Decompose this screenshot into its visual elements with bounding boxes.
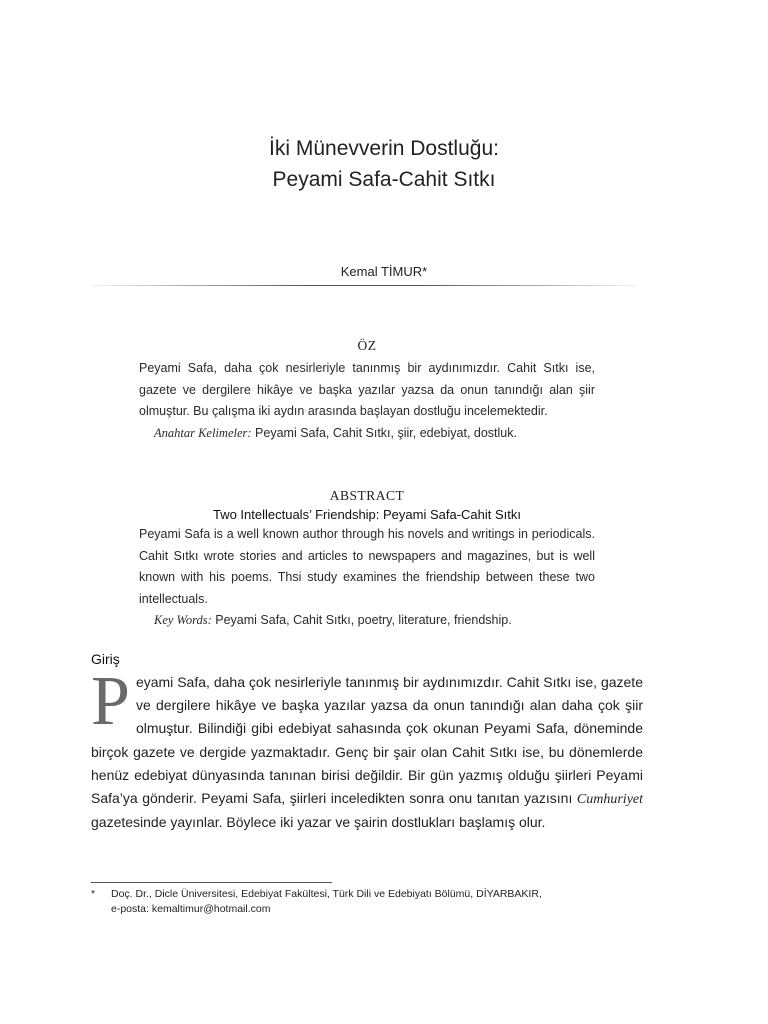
- intro-heading: Giriş: [91, 651, 120, 667]
- title-line-2: Peyami Safa-Cahit Sıtkı: [272, 168, 496, 191]
- intro-paragraph: [91, 663, 644, 834]
- newspaper-name: Cumhuriyet: [576, 792, 644, 808]
- title-line-1: İki Münevverin Dostluğu:: [269, 137, 499, 160]
- drop-cap: P: [91, 663, 130, 740]
- footnote-email: e-posta: kemaltimur@hotmail.com: [111, 903, 271, 915]
- abstract-text: Peyami Safa is a well known author through his novels and writings in periodicals. Cahit Sıtkı wrote stories and articles to newspapers and magazines, but is well known with his poems. Thsi study examines the friendship between these two intellectuals.: [139, 527, 595, 606]
- oz-text: Peyami Safa, daha çok nesirleriyle tanınmış bir aydınımızdır. Cahit Sıtkı ise, gazete ve dergilere hikâye ve başka yazılar yazsa da onun tanındığı alan şiir olmuştur. Bu çalışma iki aydın arasında başlayan dostluğu incelemektedir.: [139, 361, 595, 418]
- abstract-keywords-list: Peyami Safa, Cahit Sıtkı, poetry, literature, friendship.: [215, 613, 512, 627]
- oz-keywords: [139, 423, 595, 445]
- footnote-divider: [91, 882, 332, 883]
- author-divider: [92, 285, 636, 286]
- oz-keywords-label: Anahtar Kelimeler:: [154, 425, 252, 440]
- footnote: [91, 887, 643, 917]
- oz-section: [139, 338, 595, 444]
- abstract-heading: ABSTRACT: [329, 488, 405, 503]
- abstract-section: [139, 488, 595, 632]
- abstract-keywords-label: Key Words:: [154, 613, 212, 627]
- oz-keywords-list: Peyami Safa, Cahit Sıtkı, şiir, edebiyat, dostluk.: [255, 425, 517, 440]
- footnote-mark: *: [91, 888, 96, 900]
- author-name: Kemal TİMUR*: [340, 264, 428, 279]
- intro-text-main: eyami Safa, daha çok nesirleriyle tanınmış bir aydınımızdır. Cahit Sıtkı ise, gazete ve dergilere hikâye ve başka yazılar yazsa da onun tanındığı alan daha çok şiir olmuştur. Bilindiği gibi edebiyat sahasında çok okunan Peyami Safa, döneminde birçok gazete ve dergide yazmaktadır. Genç bir şair olan Cahit Sıtkı ise, bu dönemlerde henüz edebiyat dünyasında tanınan birisi değildir. Bir gün yazmış olduğu şiirleri Peyami Safa’ya gönderir. Peyami Safa, şiirleri inceledikten sonra onu tanıtan yazısını: [91, 674, 643, 807]
- footnote-affiliation: Doç. Dr., Dicle Üniversitesi, Edebiyat Fakültesi, Türk Dili ve Edebiyatı Bölümü, DİYARBAKIR,: [111, 888, 542, 900]
- abstract-keywords: [139, 610, 595, 632]
- abstract-subtitle: Two Intellectuals’ Friendship: Peyami Safa-Cahit Sıtkı: [212, 507, 522, 522]
- article-title: [0, 133, 768, 195]
- intro-text-end: gazetesinde yayınlar. Böylece iki yazar ve şairin dostlukları başlamış olur.: [91, 814, 546, 831]
- oz-heading: ÖZ: [357, 338, 377, 353]
